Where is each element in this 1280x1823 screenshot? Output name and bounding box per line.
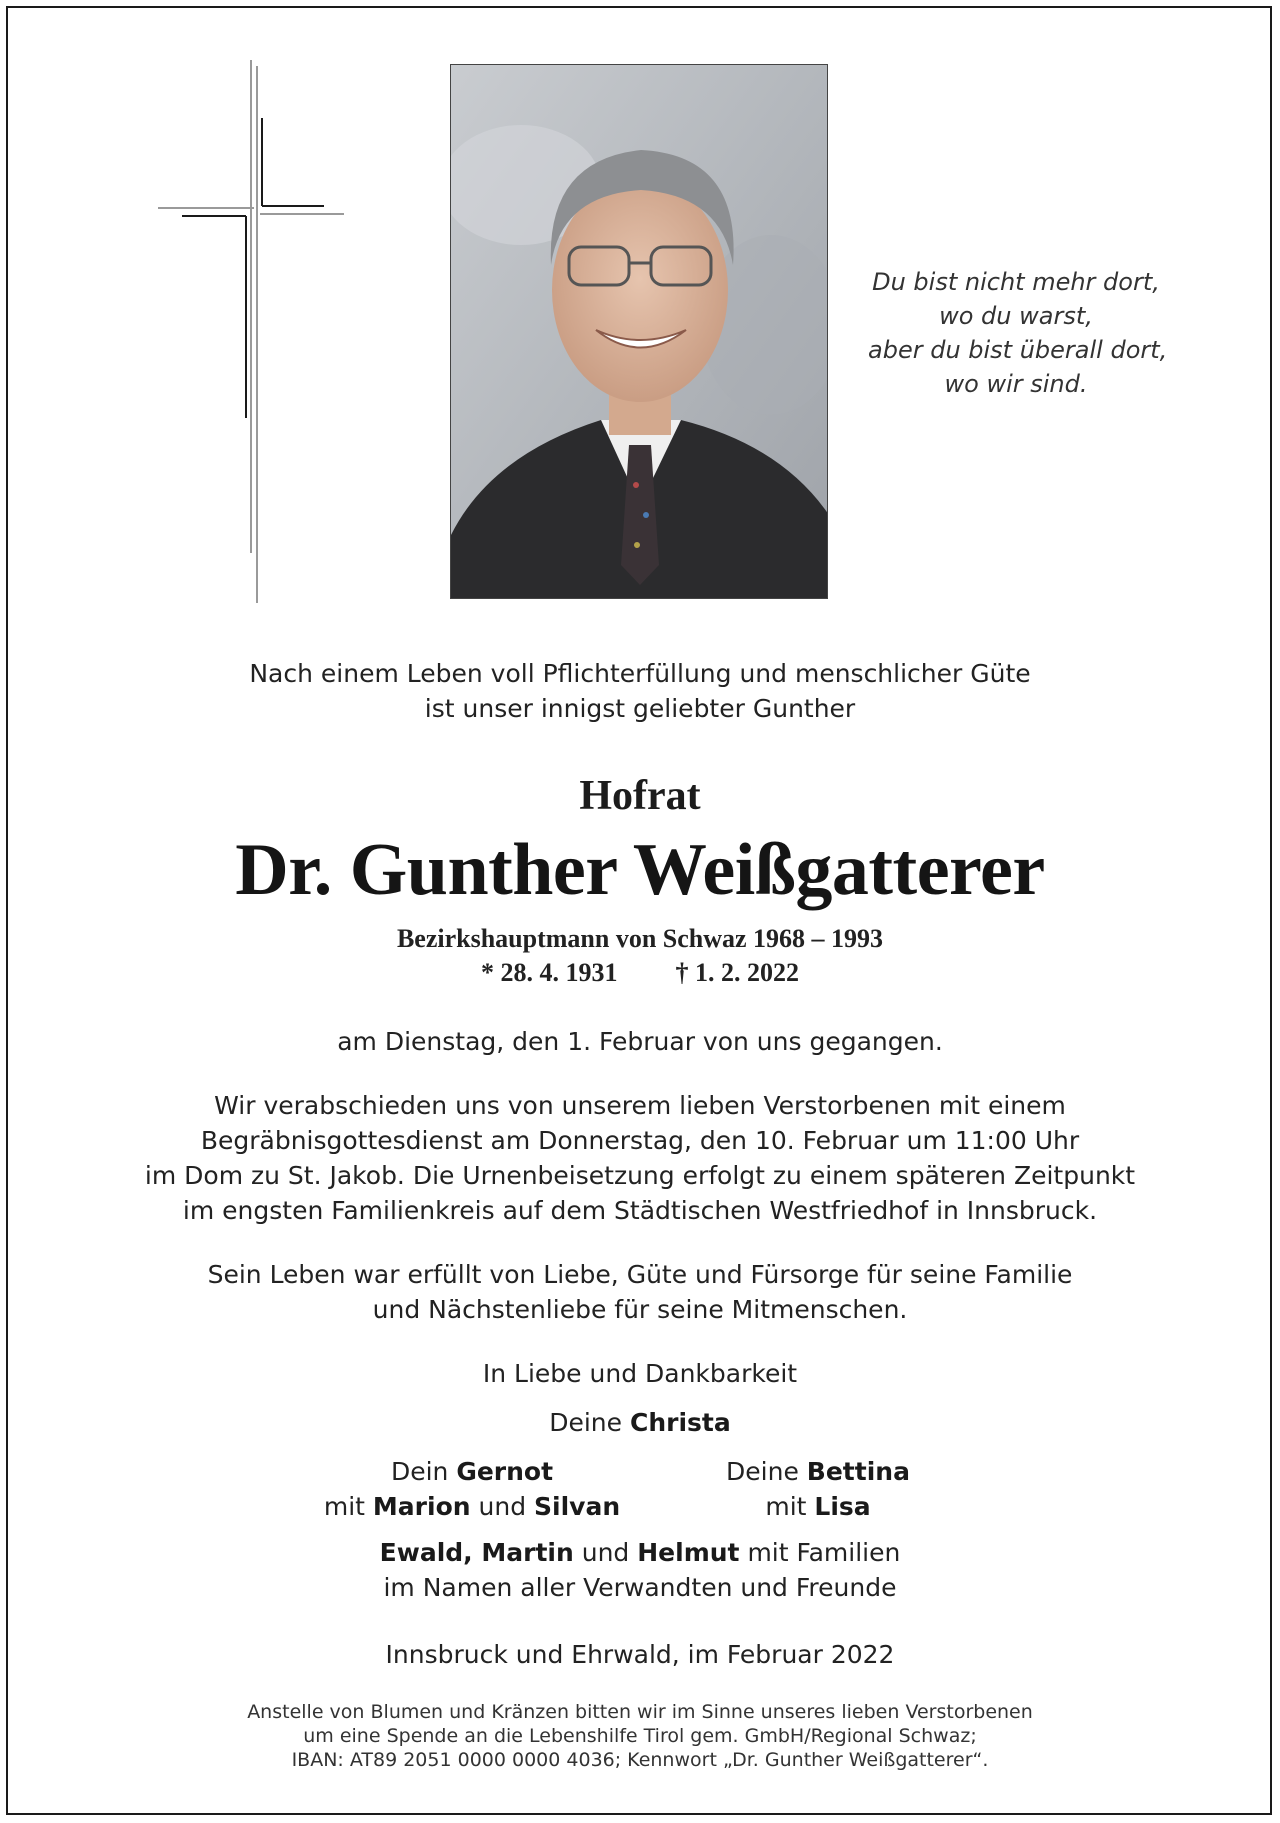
memorial-quote: [868, 265, 1168, 401]
son-child: Silvan: [534, 1492, 621, 1521]
office-line: Bezirkshauptmann von Schwaz 1968 – 1993: [396, 924, 884, 953]
place-date: Innsbruck und Ehrwald, im Februar 2022: [385, 1640, 895, 1669]
donation-note: [90, 1700, 1190, 1772]
son-name: Gernot: [456, 1457, 554, 1486]
quote-line: wo wir sind.: [944, 370, 1088, 398]
service-text: [90, 1088, 1190, 1228]
thanks-line: In Liebe und Dankbarkeit: [482, 1359, 798, 1388]
life-dates: [90, 956, 1190, 990]
service-line: Wir verabschieden uns von unserem lieben Verstorbenen mit einem: [214, 1091, 1066, 1120]
birth-date: * 28. 4. 1931: [481, 958, 618, 987]
quote-line: aber du bist überall dort,: [868, 336, 1168, 364]
daughter-name: Bettina: [806, 1457, 910, 1486]
passed-text: am Dienstag, den 1. Februar von uns gegangen.: [337, 1027, 943, 1056]
daughter-block: [588, 1454, 1048, 1524]
daughter-with: mit: [765, 1492, 807, 1521]
quote-line: wo du warst,: [939, 302, 1093, 330]
brothers-suffix: mit Familien: [747, 1538, 901, 1567]
wife-line: [90, 1405, 1190, 1440]
son-prefix: Dein: [390, 1457, 449, 1486]
intro-text: [90, 656, 1190, 726]
daughter-child: Lisa: [814, 1492, 871, 1521]
portrait-illustration: [451, 65, 828, 599]
son-with: mit: [323, 1492, 365, 1521]
son-partner: Marion: [372, 1492, 471, 1521]
portrait-photo: [450, 64, 828, 599]
service-line: im Dom zu St. Jakob. Die Urnenbeisetzung erfolgt zu einem späteren Zeitpunkt: [144, 1161, 1136, 1190]
brothers-and: und: [581, 1538, 630, 1567]
life-line-1: Sein Leben war erfüllt von Liebe, Güte und Fürsorge für seine Familie: [207, 1260, 1073, 1289]
intro-line-1: Nach einem Leben voll Pflichterfüllung und menschlicher Güte: [249, 659, 1031, 688]
death-date: † 1. 2. 2022: [675, 958, 799, 987]
honorific-title: Hofrat: [579, 773, 701, 819]
families-block: [90, 1535, 1190, 1605]
life-line-2: und Nächstenliebe für seine Mitmenschen.: [372, 1295, 908, 1324]
service-line: im engsten Familienkreis auf dem Städtischen Westfriedhof in Innsbruck.: [182, 1196, 1098, 1225]
brothers-names: Ewald, Martin: [379, 1538, 574, 1567]
cross-icon: [158, 58, 348, 608]
brother-helmut: Helmut: [637, 1538, 740, 1567]
intro-line-2: ist unser innigst geliebter Gunther: [424, 694, 856, 723]
son-and: und: [478, 1492, 527, 1521]
wife-name: Christa: [630, 1408, 731, 1437]
relatives-line: im Namen aller Verwandten und Freunde: [383, 1573, 897, 1602]
quote-line: Du bist nicht mehr dort,: [872, 268, 1160, 296]
service-line: Begräbnisgottesdienst am Donnerstag, den 10. Februar um 11:00 Uhr: [200, 1126, 1080, 1155]
life-text: [90, 1257, 1190, 1327]
daughter-prefix: Deine: [726, 1457, 799, 1486]
wife-prefix: Deine: [549, 1408, 623, 1437]
donation-line-2: um eine Spende an die Lebenshilfe Tirol gem. GmbH/Regional Schwaz;: [303, 1725, 977, 1747]
deceased-name: Dr. Gunther Weißgatterer: [235, 829, 1045, 911]
donation-line-3: IBAN: AT89 2051 0000 0000 4036; Kennwort „Dr. Gunther Weißgatterer“.: [291, 1749, 989, 1771]
donation-line-1: Anstelle von Blumen und Kränzen bitten wir im Sinne unseres lieben Verstorbenen: [247, 1701, 1033, 1723]
